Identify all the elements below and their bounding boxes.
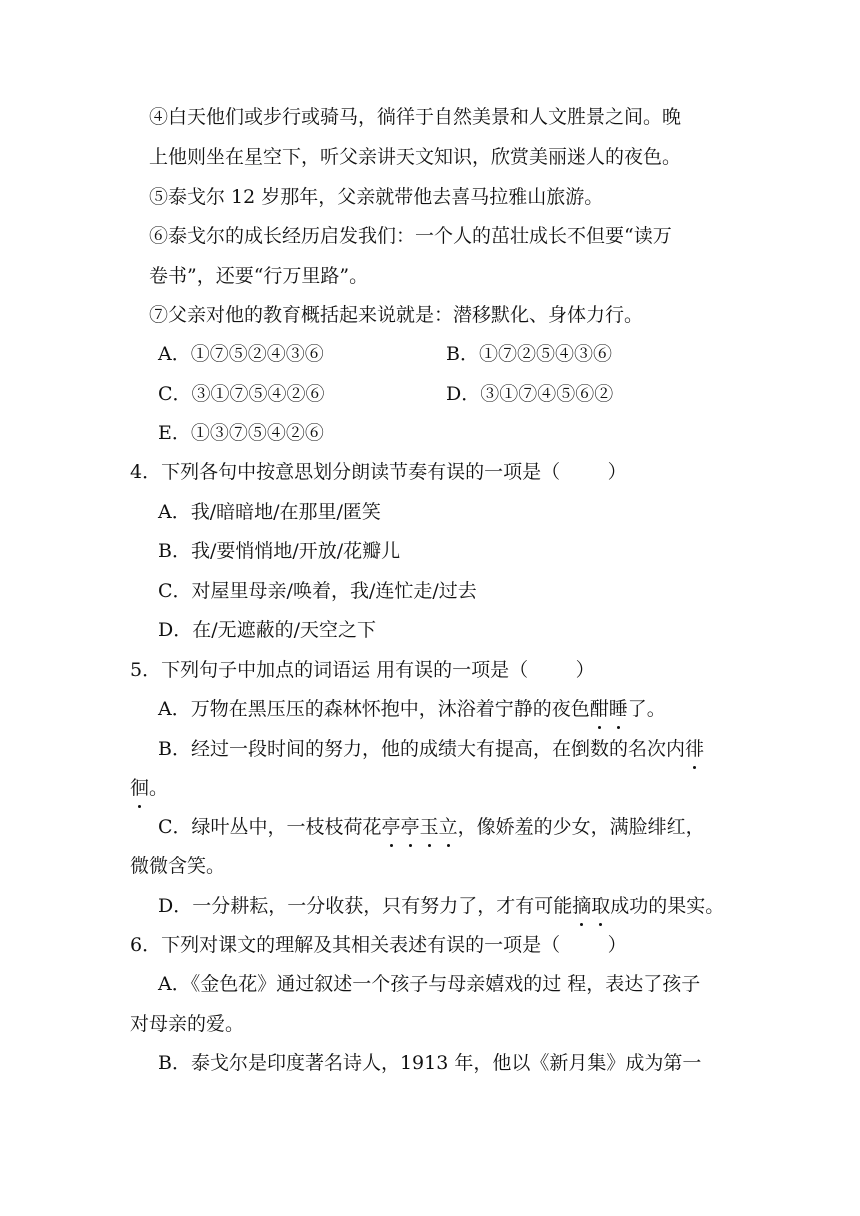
dotted-char: 立 <box>439 813 458 841</box>
dotted-char: 睡 <box>609 695 628 723</box>
text-line: ⑤泰戈尔 12 岁那年，父亲就带他去喜马拉雅山旅游。 <box>149 186 604 208</box>
option-d: D．一分耕耘，一分收获，只有努力了，才有可能摘取成功的果实。 <box>158 892 724 920</box>
option-a: A．《金色花》通过叙述一个孩子与母亲嬉戏的过 程，表达了孩子 <box>158 973 701 995</box>
option-e: E．①③⑦⑤④②⑥ <box>158 422 324 444</box>
question-6-stem: 6．下列对课文的理解及其相关表述有误的一项是（ ） <box>130 934 627 956</box>
dotted-char: 亭 <box>401 813 420 841</box>
question-4-stem: 4．下列各句中按意思划分朗读节奏有误的一项是（ ） <box>130 461 627 483</box>
option-c: C．绿叶丛中，一枝枝荷花亭亭玉立，像娇羞的少女，满脸绯红， <box>158 813 705 841</box>
dotted-char: 玉 <box>420 813 439 841</box>
option-b: B．①⑦②⑤④③⑥ <box>446 343 612 365</box>
option-a-continued: 对母亲的爱。 <box>130 1013 245 1035</box>
option-d: D．在/无遮蔽的/天空之下 <box>158 619 377 641</box>
option-a: A．我/暗暗地/在那里/匿笑 <box>158 501 381 523</box>
question-5-stem: 5．下列句子中加点的词语运 用有误的一项是（ ） <box>130 659 595 681</box>
option-b-continued: 徊。 <box>130 774 168 802</box>
dotted-char: 摘 <box>572 892 591 920</box>
option-d: D．③①⑦④⑤⑥② <box>446 383 614 405</box>
option-b: B．经过一段时间的努力，他的成绩大有提高，在倒数的名次内徘 <box>158 735 704 763</box>
option-b: B．我/要悄悄地/开放/花瓣儿 <box>158 540 401 562</box>
text-line: ⑥泰戈尔的成长经历启发我们：一个人的茁壮成长不但要“读万 <box>149 225 672 247</box>
dotted-char: 亭 <box>382 813 401 841</box>
dotted-char: 徊 <box>130 774 149 802</box>
option-a: A．①⑦⑤②④③⑥ <box>158 343 324 365</box>
option-a: A．万物在黑压压的森林怀抱中，沐浴着宁静的夜色酣睡了。 <box>158 695 666 723</box>
dotted-char: 酣 <box>590 695 609 723</box>
option-c: C．③①⑦⑤④②⑥ <box>158 383 325 405</box>
option-c: C．对屋里母亲/唤着，我/连忙走/过去 <box>158 580 477 602</box>
dotted-char: 徘 <box>685 735 704 763</box>
dotted-char: 取 <box>591 892 610 920</box>
text-line: ⑦父亲对他的教育概括起来说就是：潜移默化、身体力行。 <box>149 304 644 326</box>
text-line: 上他则坐在星空下，听父亲讲天文知识，欣赏美丽迷人的夜色。 <box>149 146 682 168</box>
option-c-continued: 微微含笑。 <box>130 855 226 877</box>
text-line: ④白天他们或步行或骑马，徜徉于自然美景和人文胜景之间。晚 <box>149 106 682 128</box>
option-b: B．泰戈尔是印度著名诗人，1913 年，他以《新月集》成为第一 <box>158 1052 702 1074</box>
text-line: 卷书”，还要“行万里路”。 <box>149 265 369 287</box>
